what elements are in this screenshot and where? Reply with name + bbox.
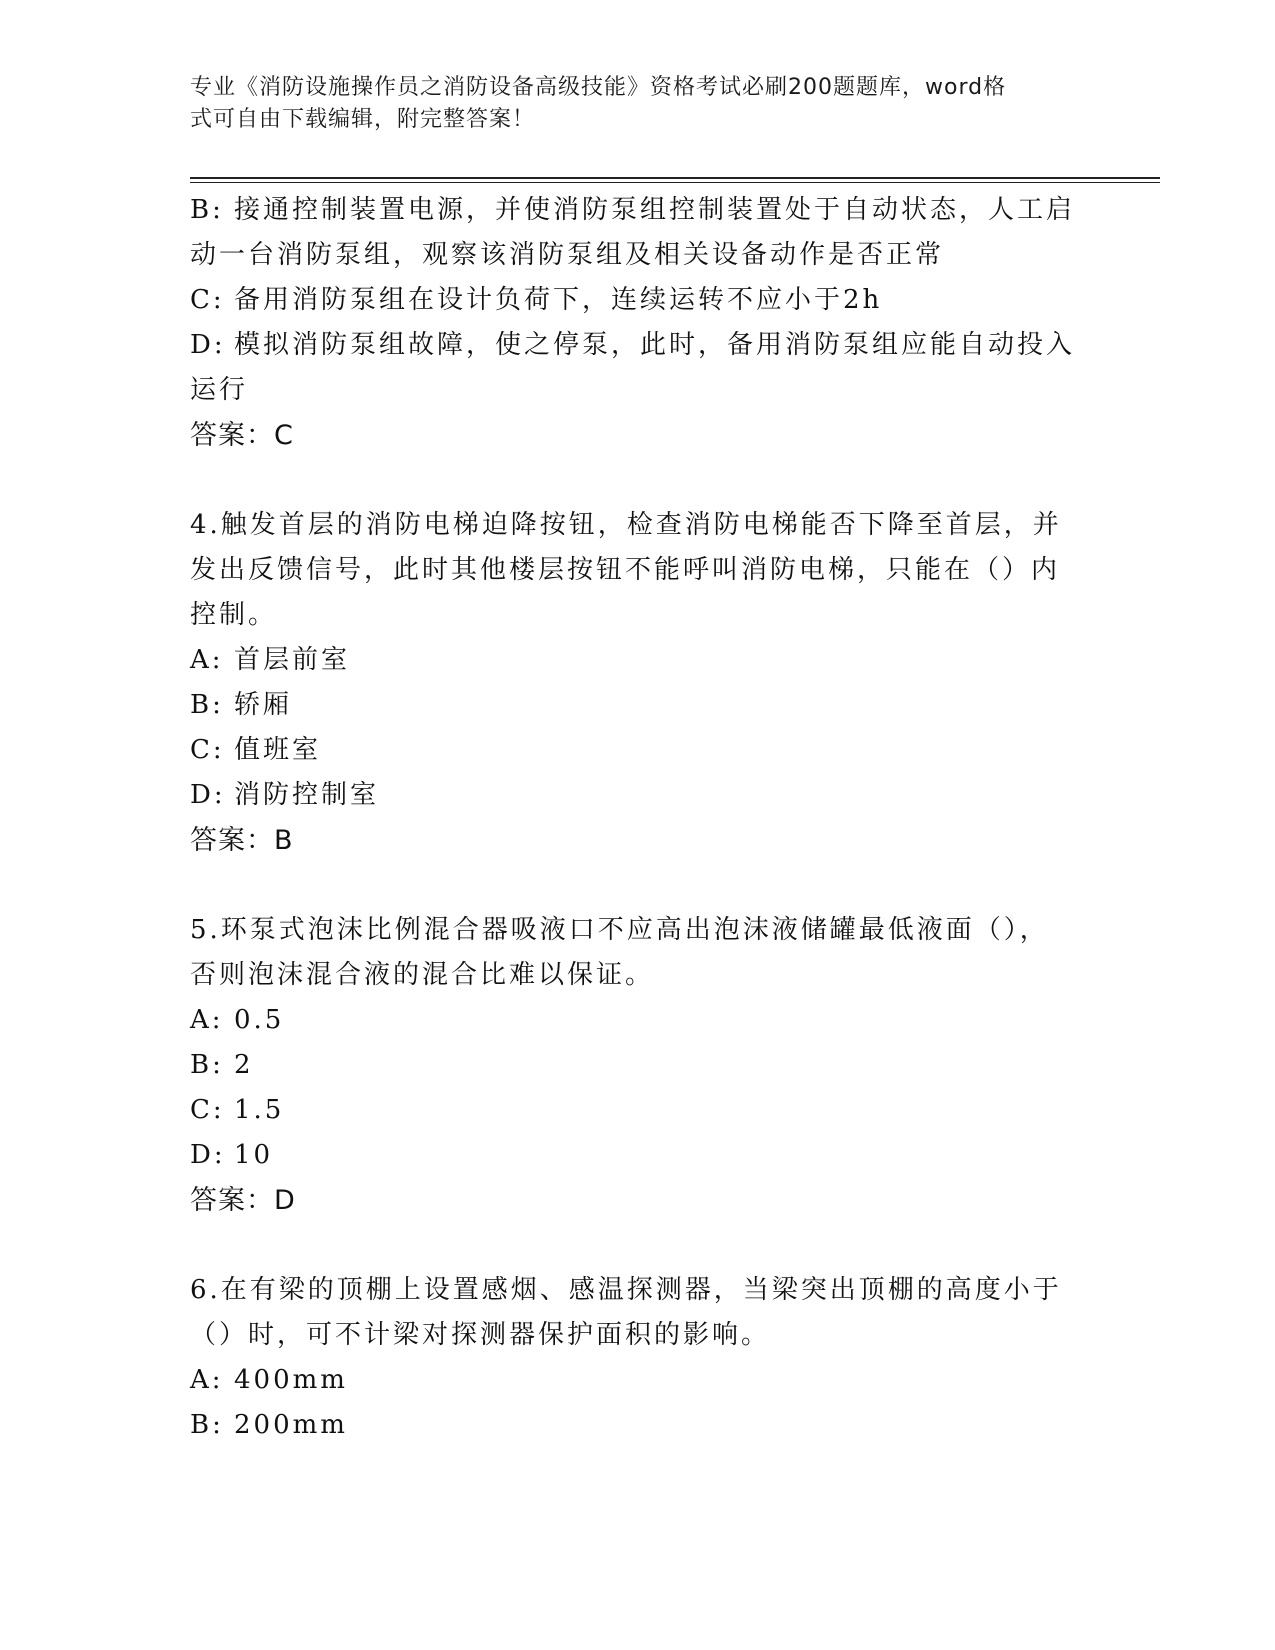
option-label: A: bbox=[190, 645, 224, 675]
question-text: 发出反馈信号，此时其他楼层按钮不能呼叫消防电梯，只能在（）内 bbox=[190, 555, 1061, 585]
option-text: 200mm bbox=[234, 1410, 348, 1440]
spacer bbox=[190, 863, 1080, 908]
option-label: B: bbox=[190, 1050, 224, 1080]
header-rule-thin bbox=[190, 182, 1160, 183]
option-text: 值班室 bbox=[234, 735, 322, 765]
option-a bbox=[190, 638, 1080, 683]
option-d bbox=[190, 773, 1080, 818]
option-label: B: bbox=[190, 1410, 224, 1440]
answer-text: 答案：C bbox=[190, 420, 294, 451]
option-b bbox=[190, 1043, 1080, 1088]
question-3-continued bbox=[190, 188, 1080, 458]
option-text: 轿厢 bbox=[234, 690, 293, 720]
question-text: 控制。 bbox=[190, 600, 278, 630]
option-label: C: bbox=[190, 1095, 225, 1125]
option-text: 0.5 bbox=[234, 1005, 285, 1035]
header-line-2: 式可自由下载编辑，附完整答案！ bbox=[190, 107, 536, 132]
question-text: 否则泡沫混合液的混合比难以保证。 bbox=[190, 960, 655, 990]
option-text: 1.5 bbox=[234, 1095, 285, 1125]
question-4 bbox=[190, 503, 1080, 863]
spacer bbox=[190, 1223, 1080, 1268]
option-label: D: bbox=[190, 780, 226, 810]
option-text: 2 bbox=[234, 1050, 254, 1080]
option-c bbox=[190, 278, 1080, 323]
option-text: 备用消防泵组在设计负荷下，连续运转不应小于2h bbox=[234, 285, 883, 315]
option-label: B: bbox=[190, 690, 224, 720]
option-a bbox=[190, 1358, 1080, 1403]
question-6 bbox=[190, 1268, 1080, 1448]
option-label: C: bbox=[190, 735, 225, 765]
answer-text: 答案：D bbox=[190, 1185, 296, 1216]
option-label: A: bbox=[190, 1005, 224, 1035]
option-label: D: bbox=[190, 1140, 226, 1170]
document-header bbox=[190, 72, 1070, 136]
spacer bbox=[190, 458, 1080, 503]
option-b bbox=[190, 188, 1080, 233]
option-d bbox=[190, 323, 1080, 368]
question-text: 4.触发首层的消防电梯迫降按钮，检查消防电梯能否下降至首层，并 bbox=[190, 510, 1062, 540]
option-b bbox=[190, 683, 1080, 728]
option-text-continued: 动一台消防泵组，观察该消防泵组及相关设备动作是否正常 bbox=[190, 240, 945, 270]
option-text: 接通控制装置电源，并使消防泵组控制装置处于自动状态，人工启 bbox=[234, 195, 1076, 225]
question-text: （）时，可不计梁对探测器保护面积的影响。 bbox=[190, 1320, 771, 1350]
option-label: B: bbox=[190, 195, 224, 225]
option-b bbox=[190, 1403, 1080, 1448]
question-text: 5.环泵式泡沫比例混合器吸液口不应高出泡沫液储罐最低液面（）， bbox=[190, 915, 1049, 945]
option-text-continued: 运行 bbox=[190, 375, 249, 405]
option-text: 400mm bbox=[234, 1365, 348, 1395]
option-label: D: bbox=[190, 330, 226, 360]
option-text: 首层前室 bbox=[234, 645, 351, 675]
question-5 bbox=[190, 908, 1080, 1223]
option-text: 消防控制室 bbox=[234, 780, 380, 810]
option-d bbox=[190, 1133, 1080, 1178]
header-rule-thick bbox=[190, 177, 1160, 179]
answer-text: 答案：B bbox=[190, 825, 294, 856]
question-content bbox=[190, 188, 1080, 1448]
option-text: 10 bbox=[234, 1140, 274, 1170]
question-text: 6.在有梁的顶棚上设置感烟、感温探测器，当梁突出顶棚的高度小于 bbox=[190, 1275, 1062, 1305]
option-c bbox=[190, 728, 1080, 773]
option-label: A: bbox=[190, 1365, 224, 1395]
option-c bbox=[190, 1088, 1080, 1133]
option-text: 模拟消防泵组故障，使之停泵，此时，备用消防泵组应能自动投入 bbox=[234, 330, 1076, 360]
option-a bbox=[190, 998, 1080, 1043]
option-label: C: bbox=[190, 285, 225, 315]
header-line-1: 专业《消防设施操作员之消防设备高级技能》资格考试必刷200题题库，word格 bbox=[190, 75, 1007, 100]
